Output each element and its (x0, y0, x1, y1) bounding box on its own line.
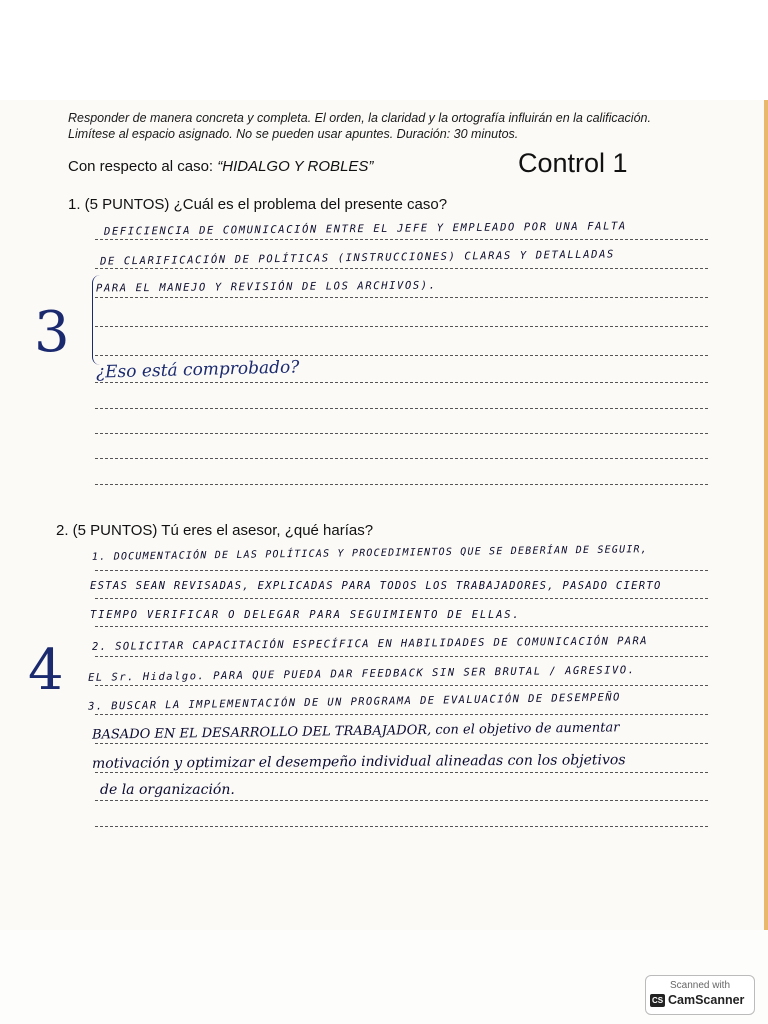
q1-answer-line-3: PARA EL MANEJO Y REVISIÓN DE LOS ARCHIVOS). (95, 279, 437, 295)
camscanner-logo-icon: CS (651, 996, 664, 1005)
camscanner-watermark (645, 975, 755, 1015)
grader-bracket (92, 275, 103, 365)
instructions (68, 110, 718, 142)
case-name: “HIDALGO Y ROBLES” (217, 158, 374, 175)
answer-rule (95, 800, 708, 801)
answer-rule (95, 743, 708, 744)
grader-comment: ¿Eso está comprobado? (95, 357, 300, 383)
answer-rule (95, 570, 708, 571)
answer-rule (95, 714, 708, 715)
answer-rule (95, 326, 708, 327)
answer-rule (95, 598, 708, 599)
instructions-line-1: Responder de manera concreta y completa. El orden, la claridad y la ortografía influirán en la calificación. (68, 111, 651, 125)
answer-rule (95, 484, 708, 485)
q2-answer-line-1: 1. DOCUMENTACIÓN DE LAS POLÍTICAS Y PROCEDIMIENTOS QUE SE DEBERÍAN DE SEGUIR, (91, 544, 649, 563)
q2-answer-line-9: de la organización. (100, 782, 235, 798)
camscanner-brand: CamScanner (668, 993, 745, 1007)
answer-rule (95, 626, 708, 627)
answer-rule (95, 685, 708, 686)
answer-rule (95, 656, 708, 657)
q2-answer-line-8: motivación y optimizar el desempeño individual alineadas con los objetivos (91, 752, 626, 772)
answer-rule (95, 239, 708, 240)
answer-rule (95, 458, 708, 459)
page-edge (764, 100, 768, 930)
scan-margin-top (0, 0, 768, 100)
question-2: 2. (5 PUNTOS) Tú eres el asesor, ¿qué harías? (56, 522, 374, 539)
instructions-line-2: Limítese al espacio asignado. No se pueden usar apuntes. Duración: 30 minutos. (68, 127, 519, 141)
answer-rule (95, 268, 708, 269)
case-prefix: Con respecto al caso: (68, 158, 218, 175)
case-reference (68, 158, 373, 175)
q2-answer-line-7: BASADO EN EL DESARROLLO DEL TRABAJADOR, con el objetivo de aumentar (91, 720, 620, 743)
answer-rule (95, 355, 708, 356)
q1-answer-line-2: DE CLARIFICACIÓN DE POLÍTICAS (INSTRUCCIONES) CLARAS Y DETALLADAS (99, 248, 615, 268)
q2-grade: 4 (28, 638, 64, 703)
answer-rule (95, 433, 708, 434)
q2-answer-line-3: TIEMPO VERIFICAR O DELEGAR PARA SEGUIMIENTO DE ELLAS. (90, 609, 521, 621)
answer-rule (95, 408, 708, 409)
q2-answer-line-6: 3. BUSCAR LA IMPLEMENTACIÓN DE UN PROGRAMA DE EVALUACIÓN DE DESEMPEÑO (87, 691, 621, 713)
scanned-with-caption: Scanned with (669, 980, 731, 991)
control-title: Control 1 (518, 148, 628, 178)
answer-rule (95, 382, 708, 383)
answer-rule (95, 772, 708, 773)
q2-answer-line-2: ESTAS SEAN REVISADAS, EXPLICADAS PARA TODOS LOS TRABAJADORES, PASADO CIERTO (90, 580, 662, 592)
answer-rule (95, 297, 708, 298)
q1-grade: 3 (34, 300, 70, 365)
q2-answer-line-5: EL Sr. Hidalgo. PARA QUE PUEDA DAR FEEDBACK SIN SER BRUTAL / AGRESIVO. (87, 664, 636, 684)
answer-rule (95, 826, 708, 827)
question-1: 1. (5 PUNTOS) ¿Cuál es el problema del presente caso? (68, 196, 448, 213)
q2-answer-line-4: 2. SOLICITAR CAPACITACIÓN ESPECÍFICA EN HABILIDADES DE COMUNICACIÓN PARA (91, 635, 649, 653)
q1-answer-line-1: DEFICIENCIA DE COMUNICACIÓN ENTRE EL JEFE Y EMPLEADO POR UNA FALTA (103, 220, 627, 238)
